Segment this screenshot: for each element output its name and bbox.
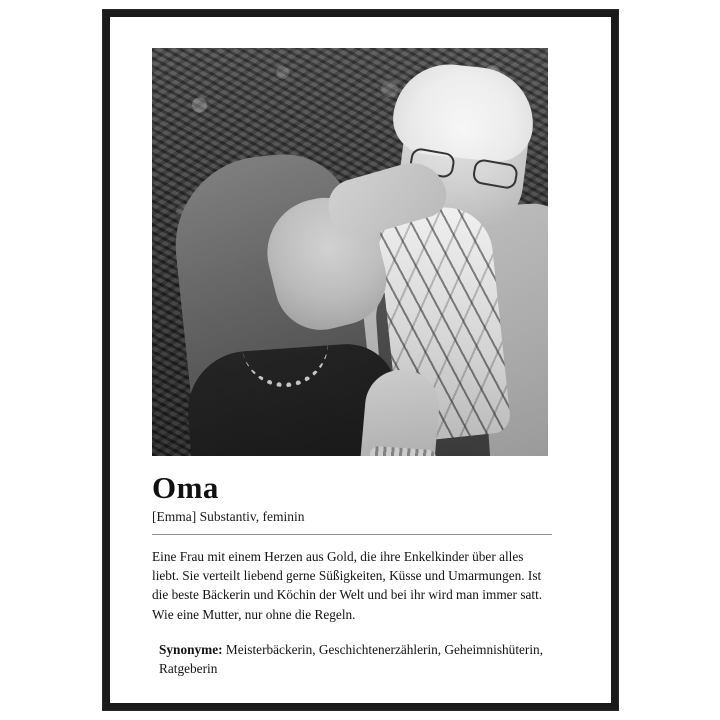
definition-paragraph: Eine Frau mit einem Herzen aus Gold, die ihre Enkelkinder über alles liebt. Sie verteilt liebend gerne Süßigkeiten, Küsse und Umarmungen. Ist die beste Bäckerin und Köchin der Welt und bei ihr wird man immer satt. Wie eine Mutter, nur ohne die Regeln. xyxy=(152,548,543,622)
grandmother-and-granddaughter-photo xyxy=(152,48,548,456)
synonyms-row xyxy=(152,640,552,679)
definition-text-block xyxy=(152,472,552,678)
synonyms-label: Synonyme: xyxy=(159,641,223,657)
headword: Oma xyxy=(152,470,219,505)
horizontal-divider xyxy=(152,534,552,535)
pronunciation-and-part-of-speech: [Emma] Substantiv, feminin xyxy=(152,508,305,524)
synonyms-list: Meisterbäckerin, Geschichtenerzählerin, Geheimnishüterin, Ratgeberin xyxy=(159,641,544,677)
picture-frame xyxy=(103,10,618,710)
frame-mat xyxy=(110,17,611,703)
photo-shading-overlay xyxy=(152,48,548,456)
photo-container xyxy=(152,48,548,456)
